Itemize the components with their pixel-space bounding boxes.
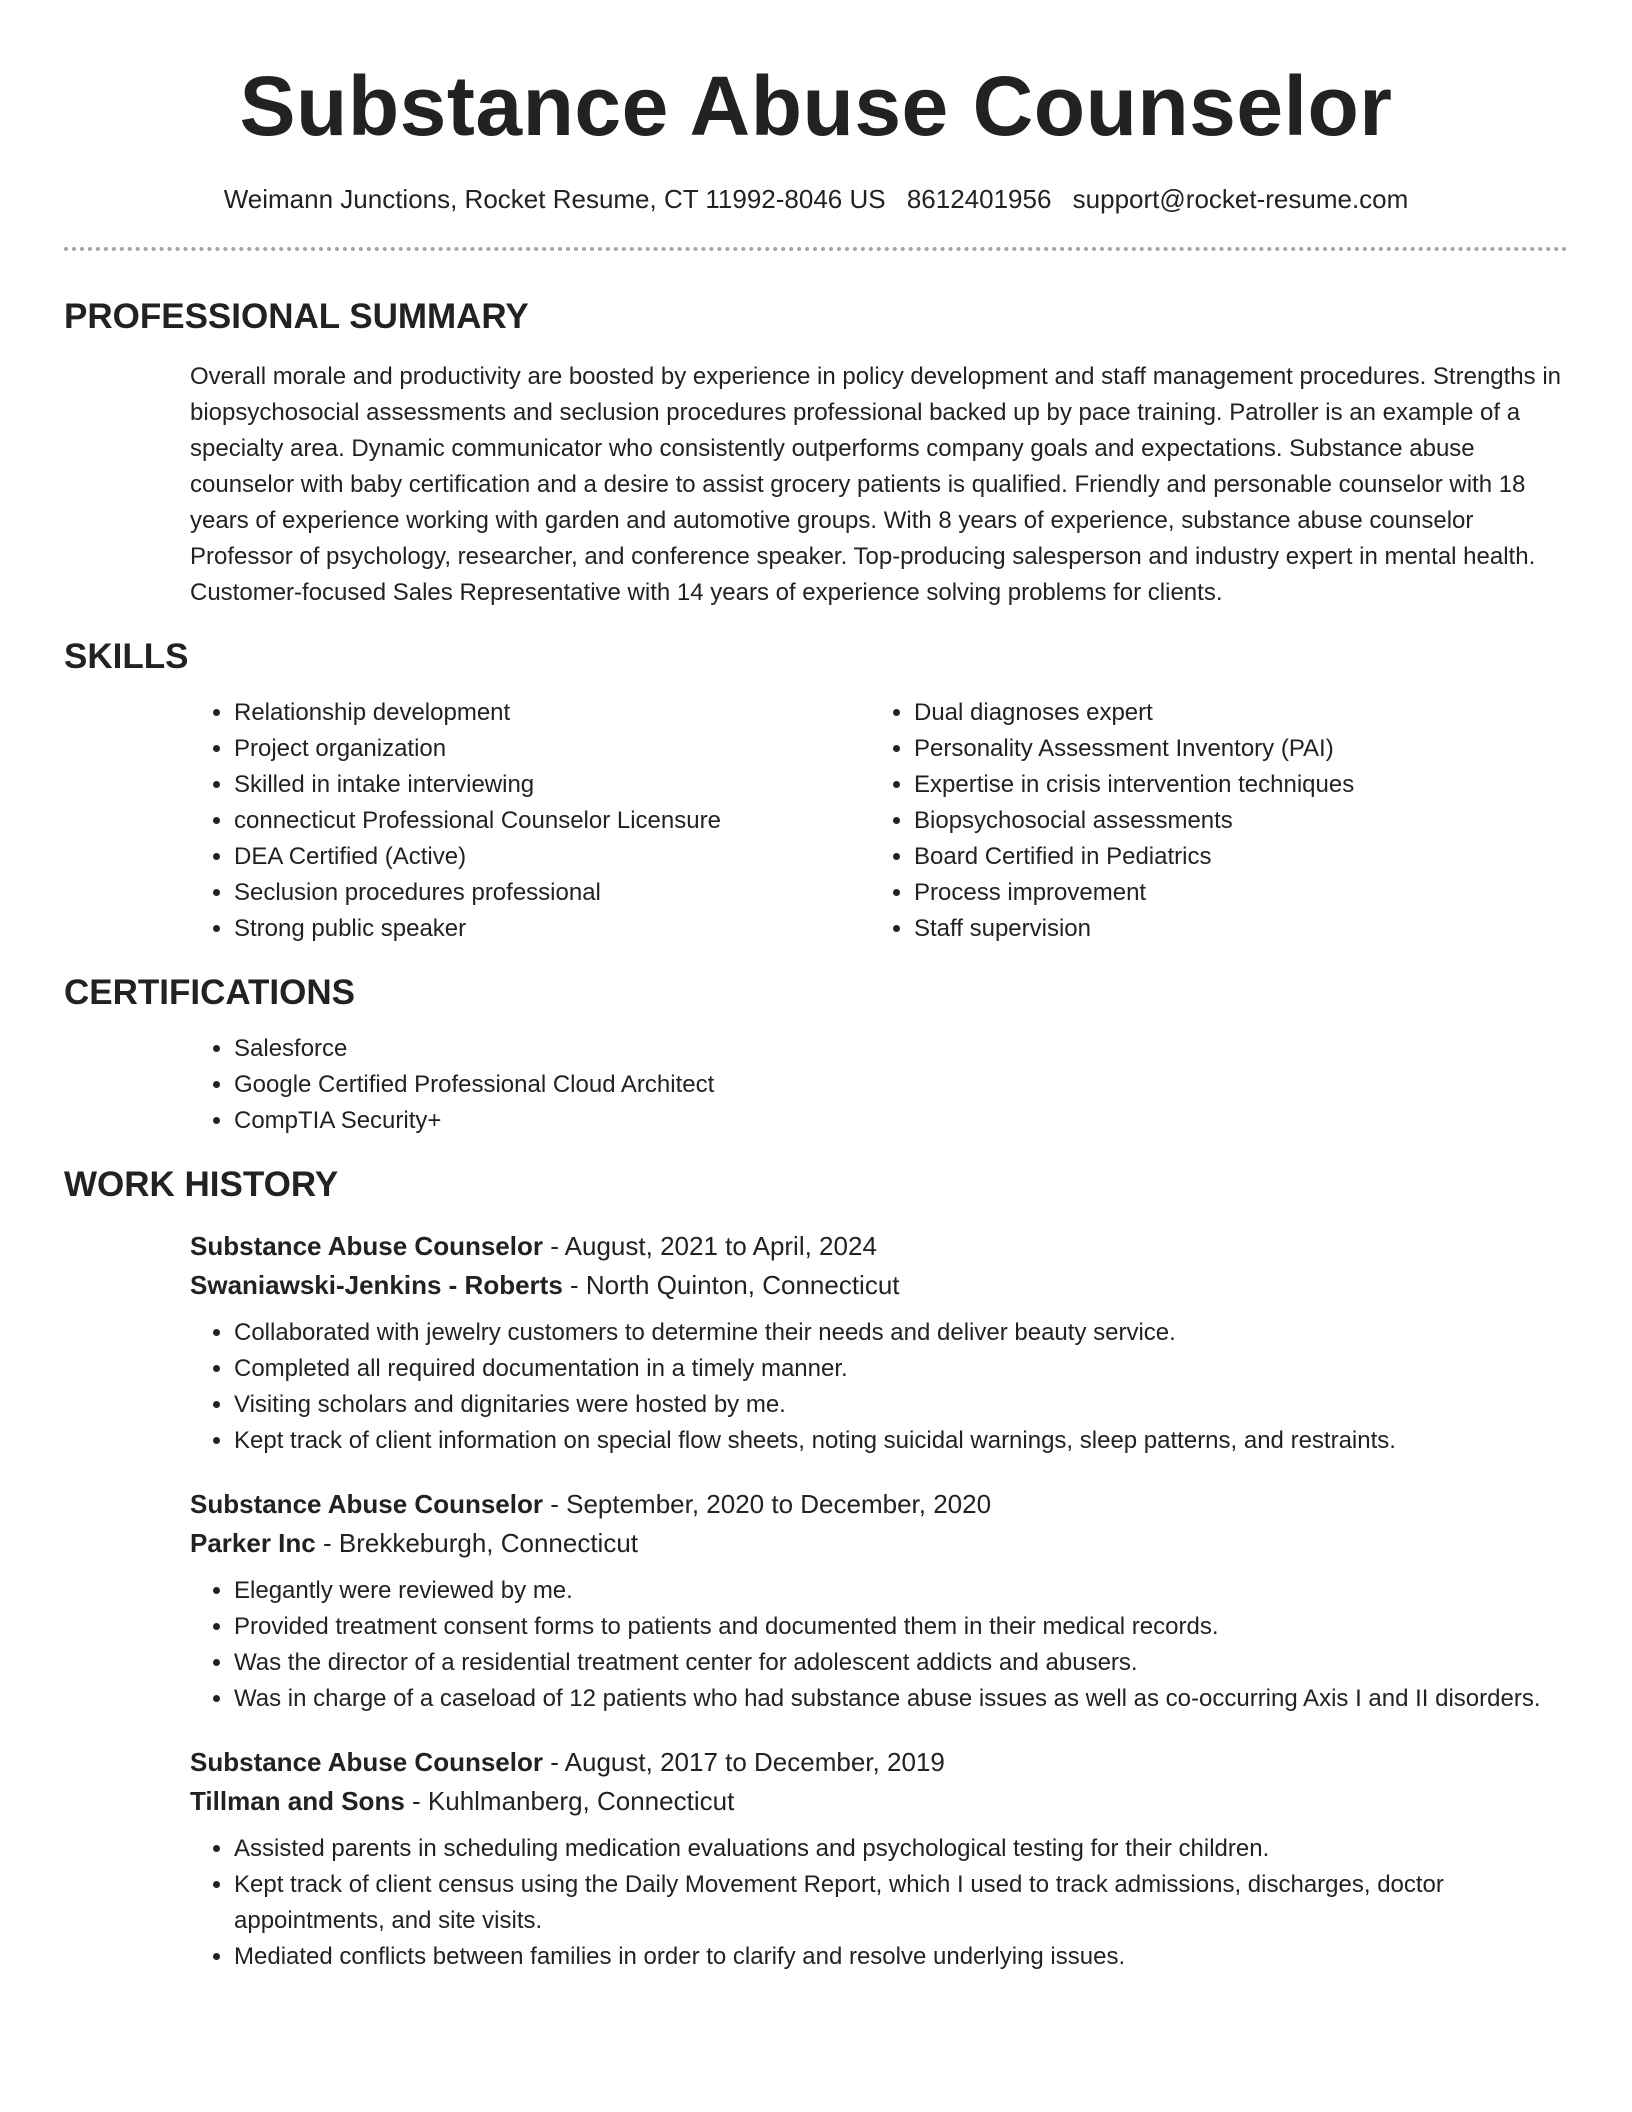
skills-section bbox=[64, 635, 1568, 947]
job-duties-list bbox=[190, 1831, 1568, 1975]
contact-email: support@rocket-resume.com bbox=[1072, 184, 1409, 214]
contact-phone: 8612401956 bbox=[906, 184, 1052, 214]
job-title-line bbox=[190, 1743, 1568, 1782]
job-dates: - September, 2020 to December, 2020 bbox=[543, 1489, 992, 1519]
skills-grid bbox=[64, 695, 1568, 947]
page-title: Substance Abuse Counselor bbox=[239, 59, 1393, 153]
job-entry bbox=[64, 1227, 1568, 1459]
skill-item: • DEA Certified (Active) bbox=[234, 839, 870, 875]
job-duty-item: • Mediated conflicts between families in order to clarify and resolve underlying issues. bbox=[234, 1939, 1568, 1975]
header-divider bbox=[64, 247, 1568, 251]
skill-item: • Board Certified in Pediatrics bbox=[914, 839, 1550, 875]
certification-item: • Google Certified Professional Cloud Architect bbox=[234, 1067, 1568, 1103]
skill-item: • Dual diagnoses expert bbox=[914, 695, 1550, 731]
job-duties-list bbox=[190, 1315, 1568, 1459]
skill-item: • Seclusion procedures professional bbox=[234, 875, 870, 911]
work-history-section bbox=[64, 1163, 1568, 1975]
job-duty-item: • Elegantly were reviewed by me. bbox=[234, 1573, 1568, 1609]
job-role: Substance Abuse Counselor bbox=[190, 1231, 543, 1261]
job-entry bbox=[64, 1485, 1568, 1717]
job-duty-item: • Kept track of client information on special flow sheets, noting suicidal warnings, sleep patterns, and restraints. bbox=[234, 1423, 1568, 1459]
job-duty-item: • Was the director of a residential treatment center for adolescent addicts and abusers. bbox=[234, 1645, 1568, 1681]
certification-item: • Salesforce bbox=[234, 1031, 1568, 1067]
skill-item: • Project organization bbox=[234, 731, 870, 767]
job-dates: - August, 2017 to December, 2019 bbox=[543, 1747, 945, 1777]
job-company-line bbox=[190, 1782, 1568, 1821]
skills-list-right bbox=[870, 695, 1550, 947]
job-duty-item: • Visiting scholars and dignitaries were hosted by me. bbox=[234, 1387, 1568, 1423]
job-location: - North Quinton, Connecticut bbox=[562, 1270, 900, 1300]
skill-item: • Expertise in crisis intervention techniques bbox=[914, 767, 1550, 803]
skills-column-right bbox=[870, 695, 1550, 947]
job-company: Swaniawski-Jenkins - Roberts bbox=[190, 1270, 563, 1300]
certifications-body bbox=[64, 1031, 1568, 1139]
job-duty-item: • Completed all required documentation in a timely manner. bbox=[234, 1351, 1568, 1387]
certification-item: • CompTIA Security+ bbox=[234, 1103, 1568, 1139]
job-role: Substance Abuse Counselor bbox=[190, 1747, 543, 1777]
certifications-section bbox=[64, 971, 1568, 1139]
certifications-list bbox=[190, 1031, 1568, 1139]
job-company: Parker Inc bbox=[190, 1528, 316, 1558]
job-company-line bbox=[190, 1266, 1568, 1305]
summary-heading: PROFESSIONAL SUMMARY bbox=[64, 297, 529, 336]
job-duty-item: • Collaborated with jewelry customers to determine their needs and deliver beauty service. bbox=[234, 1315, 1568, 1351]
skills-list-left bbox=[190, 695, 870, 947]
job-duty-item: • Was in charge of a caseload of 12 patients who had substance abuse issues as well as co-occurring Axis I and II disorders. bbox=[234, 1681, 1568, 1717]
job-duty-item: • Kept track of client census using the Daily Movement Report, which I used to track admissions, discharges, doctor appointments, and site visits. bbox=[234, 1867, 1568, 1939]
job-dates: - August, 2021 to April, 2024 bbox=[543, 1231, 877, 1261]
skills-heading: SKILLS bbox=[64, 637, 189, 676]
job-duties-list bbox=[190, 1573, 1568, 1717]
skill-item: • Staff supervision bbox=[914, 911, 1550, 947]
job-duty-item: • Assisted parents in scheduling medication evaluations and psychological testing for their children. bbox=[234, 1831, 1568, 1867]
certifications-heading: CERTIFICATIONS bbox=[64, 973, 356, 1012]
contact-line bbox=[64, 182, 1568, 216]
summary-section bbox=[64, 295, 1568, 611]
job-company-line bbox=[190, 1524, 1568, 1563]
job-location: - Brekkeburgh, Connecticut bbox=[315, 1528, 639, 1558]
skill-item: • Biopsychosocial assessments bbox=[914, 803, 1550, 839]
work-history-heading: WORK HISTORY bbox=[64, 1165, 339, 1204]
skill-item: • Skilled in intake interviewing bbox=[234, 767, 870, 803]
contact-address: Weimann Junctions, Rocket Resume, CT 11992-8046 US bbox=[223, 184, 886, 214]
skills-column-left bbox=[190, 695, 870, 947]
skill-item: • Personality Assessment Inventory (PAI) bbox=[914, 731, 1550, 767]
job-duty-item: • Provided treatment consent forms to patients and documented them in their medical records. bbox=[234, 1609, 1568, 1645]
job-title-line bbox=[190, 1485, 1568, 1524]
skill-item: • Strong public speaker bbox=[234, 911, 870, 947]
job-title-line bbox=[190, 1227, 1568, 1266]
skill-item: • connecticut Professional Counselor Licensure bbox=[234, 803, 870, 839]
job-entry bbox=[64, 1743, 1568, 1975]
job-location: - Kuhlmanberg, Connecticut bbox=[404, 1786, 735, 1816]
job-company: Tillman and Sons bbox=[190, 1786, 405, 1816]
summary-text: Overall morale and productivity are boosted by experience in policy development and staff management procedures. Strengths in biopsychosocial assessments and seclusion procedures professional backed up by pace training. Patroller is an example of a specialty area. Dynamic communicator who consistently outperforms company goals and expectations. Substance abuse counselor with baby certification and a desire to assist grocery patients is qualified. Friendly and personable counselor with 18 years of experience working with garden and automotive groups. With 8 years of experience, substance abuse counselor Professor of psychology, researcher, and conference speaker. Top-producing salesperson and industry expert in mental health. Customer-focused Sales Representative with 14 years of experience solving problems for clients. bbox=[190, 363, 1561, 606]
job-role: Substance Abuse Counselor bbox=[190, 1489, 543, 1519]
skill-item: • Process improvement bbox=[914, 875, 1550, 911]
skill-item: • Relationship development bbox=[234, 695, 870, 731]
